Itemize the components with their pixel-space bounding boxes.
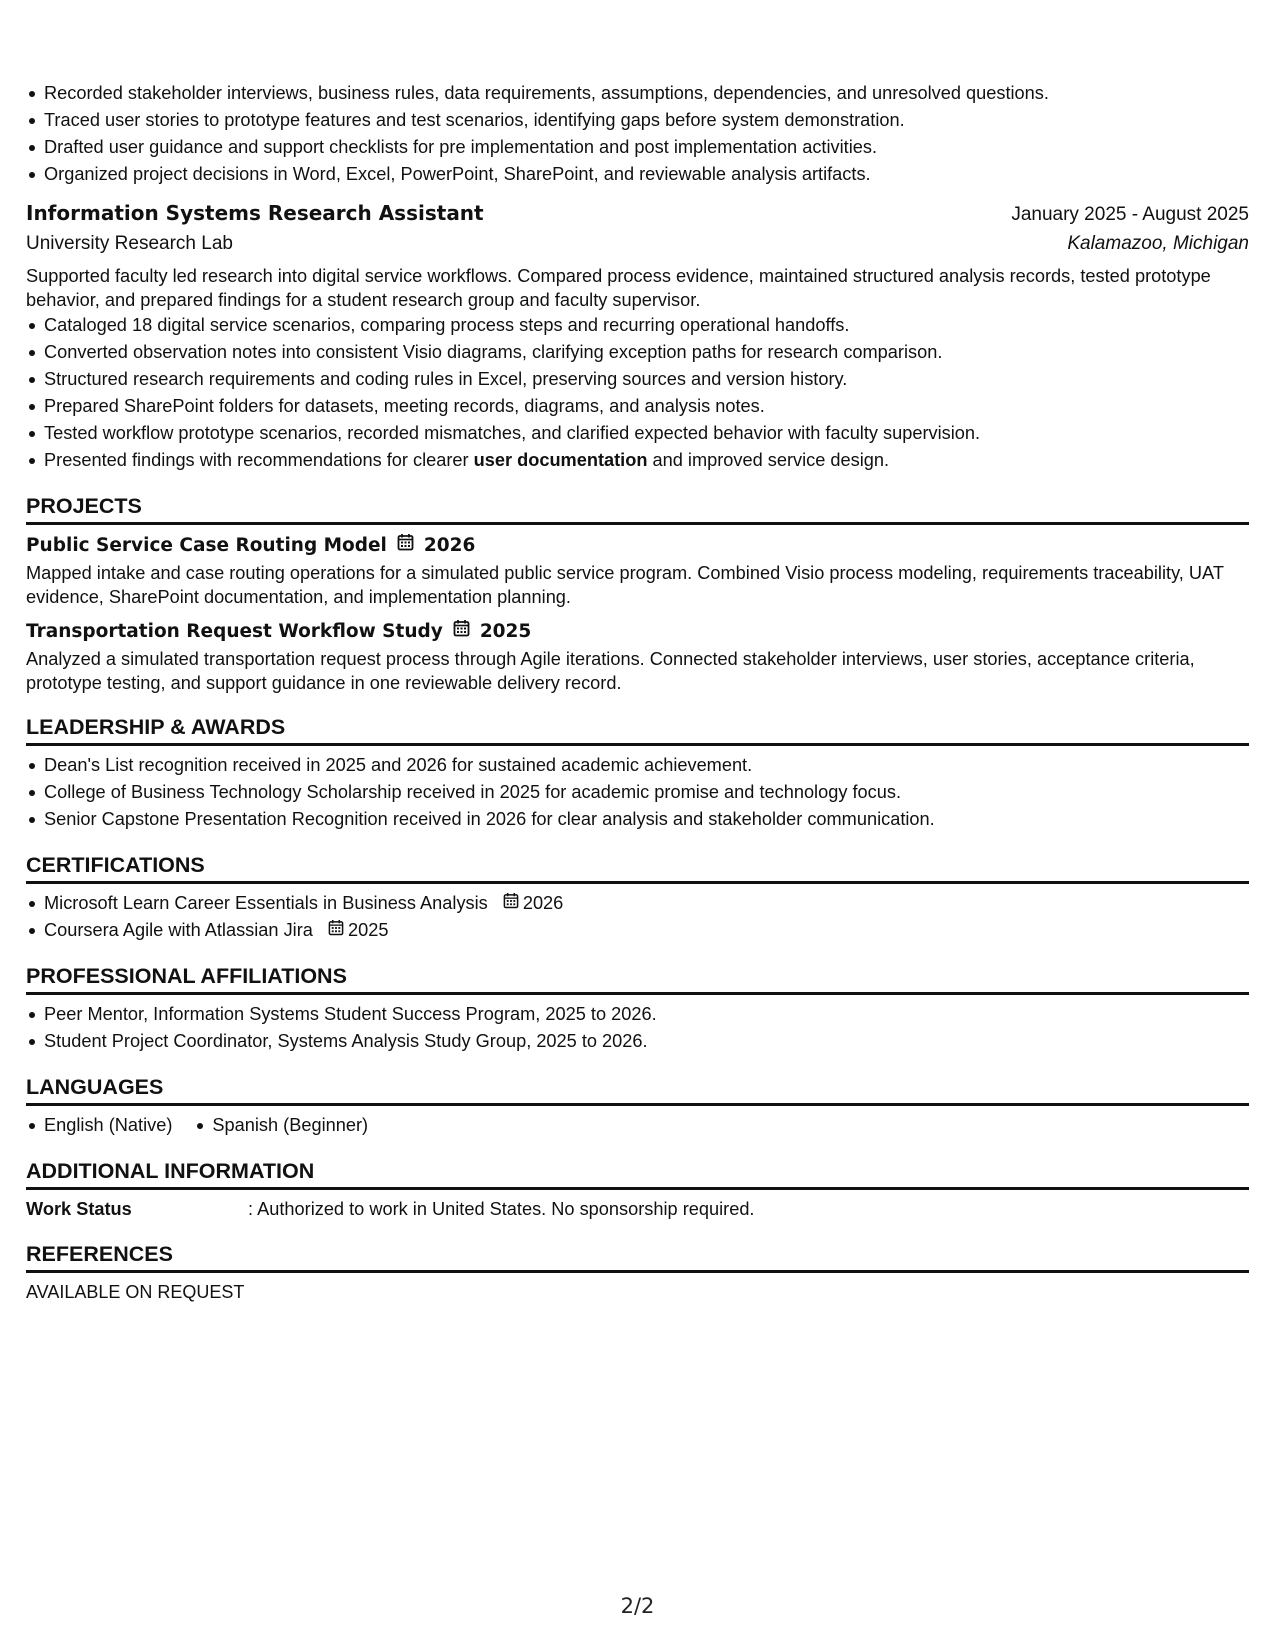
list-item: Drafted user guidance and support checklists for pre implementation and post implementation activities. — [44, 134, 1249, 161]
section-heading-references: REFERENCES — [26, 1240, 1249, 1273]
section-heading-affiliations: PROFESSIONAL AFFILIATIONS — [26, 962, 1249, 995]
bullet-emphasis: user documentation — [473, 450, 648, 470]
list-item: Dean's List recognition received in 2025 and 2026 for sustained academic achievement. — [44, 752, 1249, 779]
list-item: Peer Mentor, Information Systems Student Success Program, 2025 to 2026. — [44, 1001, 1249, 1028]
project-description: Mapped intake and case routing operations for a simulated public service program. Combined Visio process modeling, requirements traceability, UAT evidence, SharePoint documentation, and implementation planning. — [26, 563, 1224, 607]
calendar-icon — [397, 531, 414, 561]
certification-year: 2026 — [522, 893, 564, 913]
project-title: Transportation Request Workflow Study — [26, 621, 443, 642]
list-item — [44, 447, 1249, 474]
work-status-row — [26, 1196, 1249, 1222]
calendar-icon — [503, 890, 519, 917]
affiliations-list — [26, 1001, 1249, 1055]
section-heading-projects: PROJECTS — [26, 492, 1249, 525]
job-organization: University Research Lab — [26, 233, 233, 254]
project-year: 2026 — [423, 535, 476, 556]
calendar-icon — [328, 917, 344, 944]
list-item: Senior Capstone Presentation Recognition received in 2026 for clear analysis and stakeholder communication. — [44, 806, 1249, 833]
project-entry — [26, 531, 1249, 609]
list-item: Organized project decisions in Word, Excel, PowerPoint, SharePoint, and reviewable analysis artifacts. — [44, 161, 1249, 188]
job-subheader — [26, 228, 1249, 260]
certifications-list — [26, 890, 1249, 944]
experience-bullets-continued — [26, 80, 1249, 188]
list-item — [44, 890, 1249, 917]
project-entry — [26, 617, 1249, 695]
bullet-text: Presented findings with recommendations for clearer — [44, 450, 474, 470]
section-heading-additional-information: ADDITIONAL INFORMATION — [26, 1157, 1249, 1190]
list-item: Cataloged 18 digital service scenarios, comparing process steps and recurring operational handoffs. — [44, 312, 1249, 339]
project-description: Analyzed a simulated transportation request process through Agile iterations. Connected stakeholder interviews, user stories, acceptance criteria, prototype testing, and support guidance in one reviewable delivery record. — [26, 649, 1195, 693]
list-item — [44, 917, 1249, 944]
languages-list — [26, 1112, 1249, 1139]
list-item: Converted observation notes into consistent Visio diagrams, clarifying exception paths for research comparison. — [44, 339, 1249, 366]
list-item: Structured research requirements and coding rules in Excel, preserving sources and version history. — [44, 366, 1249, 393]
certification-name: Coursera Agile with Atlassian Jira — [44, 920, 313, 940]
work-status-value: : Authorized to work in United States. No sponsorship required. — [248, 1199, 755, 1219]
references-text: AVAILABLE ON REQUEST — [26, 1282, 245, 1302]
list-item: Tested workflow prototype scenarios, recorded mismatches, and clarified expected behavior with faculty supervision. — [44, 420, 1249, 447]
list-item: Traced user stories to prototype features and test scenarios, identifying gaps before system demonstration. — [44, 107, 1249, 134]
certification-name: Microsoft Learn Career Essentials in Business Analysis — [44, 893, 488, 913]
project-year: 2025 — [479, 621, 532, 642]
list-item: Spanish (Beginner) — [212, 1112, 368, 1139]
work-status-label: Work Status — [26, 1199, 132, 1219]
project-title: Public Service Case Routing Model — [26, 535, 387, 556]
job-location: Kalamazoo, Michigan — [1067, 233, 1249, 254]
list-item: Student Project Coordinator, Systems Analysis Study Group, 2025 to 2026. — [44, 1028, 1249, 1055]
list-item: Prepared SharePoint folders for datasets, meeting records, diagrams, and analysis notes. — [44, 393, 1249, 420]
section-heading-certifications: CERTIFICATIONS — [26, 851, 1249, 884]
job-header — [26, 198, 1249, 228]
job-dates: January 2025 - August 2025 — [1011, 204, 1249, 225]
list-item: English (Native) — [44, 1112, 172, 1139]
list-item: College of Business Technology Scholarship received in 2025 for academic promise and technology focus. — [44, 779, 1249, 806]
section-heading-languages: LANGUAGES — [26, 1073, 1249, 1106]
job-summary: Supported faculty led research into digital service workflows. Compared process evidence, maintained structured analysis records, tested prototype behavior, and prepared findings for a student research group and faculty supervisor. — [26, 266, 1211, 310]
leadership-list — [26, 752, 1249, 833]
section-heading-leadership: LEADERSHIP & AWARDS — [26, 713, 1249, 746]
calendar-icon — [453, 617, 470, 647]
page-number: 2/2 — [620, 1594, 655, 1618]
list-item: Recorded stakeholder interviews, business rules, data requirements, assumptions, dependencies, and unresolved questions. — [44, 80, 1249, 107]
certification-year: 2025 — [347, 920, 389, 940]
job-title: Information Systems Research Assistant — [26, 201, 484, 225]
bullet-text: and improved service design. — [647, 450, 890, 470]
job-bullets — [26, 312, 1249, 474]
